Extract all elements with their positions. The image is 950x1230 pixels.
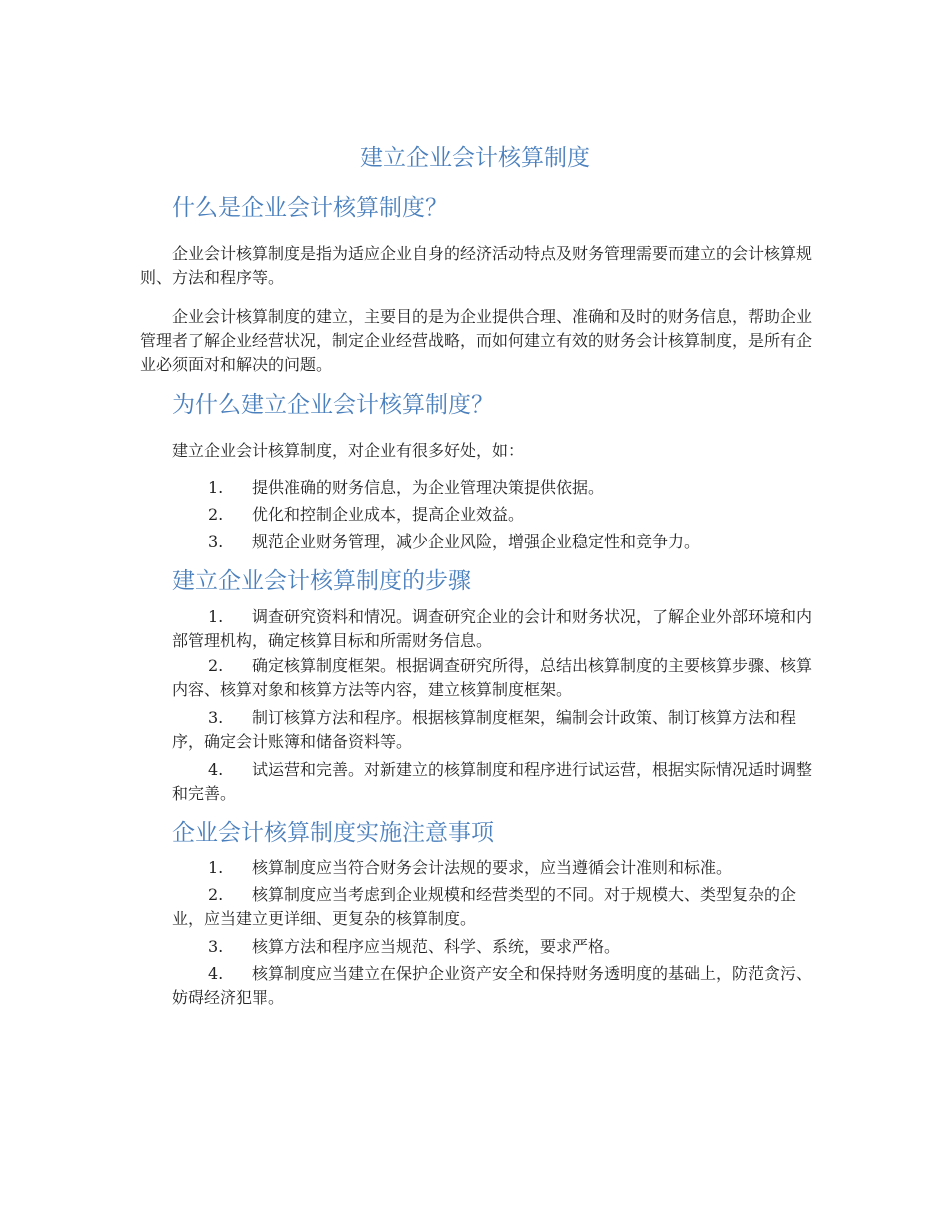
section-heading-steps: 建立企业会计核算制度的步骤 [172,568,471,594]
list-item [208,503,828,527]
list-number: 3. [208,532,224,551]
note-text: 核算方法和程序应当规范、科学、系统，要求严格。 [252,937,621,956]
list-item [208,476,828,500]
note-item [172,935,822,959]
section-heading-what: 什么是企业会计核算制度？ [172,195,448,221]
step-number: 2. [208,656,224,675]
note-number: 2. [208,885,224,904]
list-text: 规范企业财务管理，减少企业风险，增强企业稳定性和竞争力。 [252,532,701,551]
list-number: 2. [208,505,224,524]
section-intro: 建立企业会计核算制度，对企业有很多好处，如： [172,441,525,460]
step-text: 试运营和完善。对新建立的核算制度和程序进行试运营，根据实际情况适时调整和完善。 [172,760,813,803]
paragraph: 企业会计核算制度的建立，主要目的是为企业提供合理、准确和及时的财务信息，帮助企业管理者了解企业经营状况，制定企业经营战略，而如何建立有效的财务会计核算制度，是所有企业必须面对和解决的问题。 [140,307,813,374]
step-number: 1. [208,607,224,626]
step-text: 确定核算制度框架。根据调查研究所得，总结出核算制度的主要核算步骤、核算内容、核算对象和核算方法等内容，建立核算制度框架。 [172,656,813,699]
note-text: 核算制度应当符合财务会计法规的要求，应当遵循会计准则和标准。 [252,858,733,877]
note-text: 核算制度应当考虑到企业规模和经营类型的不同。对于规模大、类型复杂的企业，应当建立更详细、更复杂的核算制度。 [172,885,797,928]
note-number: 4. [208,964,224,983]
step-text: 调查研究资料和情况。调查研究企业的会计和财务状况，了解企业外部环境和内部管理机构，确定核算目标和所需财务信息。 [172,607,813,650]
step-number: 4. [208,760,224,779]
step-text: 制订核算方法和程序。根据核算制度框架，编制会计政策、制订核算方法和程序，确定会计账簿和储备资料等。 [172,708,797,751]
step-item [172,758,822,806]
list-text: 提供准确的财务信息，为企业管理决策提供依据。 [252,478,605,497]
note-item [172,856,822,880]
step-item [172,706,822,754]
note-item [172,883,822,931]
document-title: 建立企业会计核算制度 [360,145,590,171]
list-text: 优化和控制企业成本，提高企业效益。 [252,505,525,524]
list-number: 1. [208,478,224,497]
list-item [208,530,828,554]
note-number: 3. [208,937,224,956]
step-item [172,654,822,702]
step-number: 3. [208,708,224,727]
step-item [172,605,822,653]
note-item [172,962,822,1010]
section-heading-notes: 企业会计核算制度实施注意事项 [172,820,494,846]
section-heading-why: 为什么建立企业会计核算制度？ [172,392,494,418]
paragraph: 企业会计核算制度是指为适应企业自身的经济活动特点及财务管理需要而建立的会计核算规则、方法和程序等。 [140,244,813,287]
note-number: 1. [208,858,224,877]
note-text: 核算制度应当建立在保护企业资产安全和保持财务透明度的基础上，防范贪污、妨碍经济犯罪。 [172,964,813,1007]
